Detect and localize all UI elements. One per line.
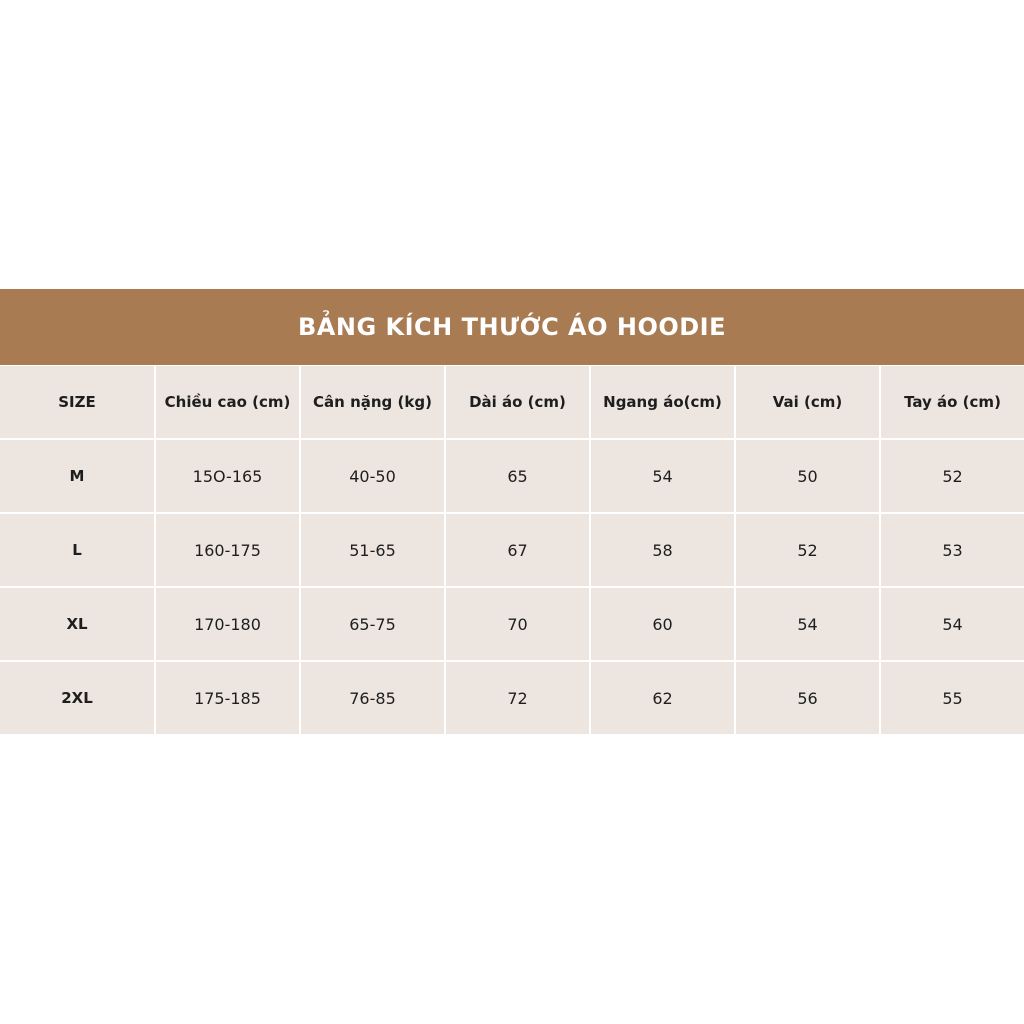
table-row <box>0 514 1024 588</box>
width-cell: 60 <box>591 588 736 662</box>
column-header-height: Chiều cao (cm) <box>156 366 301 440</box>
length-cell: 70 <box>446 588 591 662</box>
title-banner <box>0 289 1024 365</box>
chart-title: BẢNG KÍCH THƯỚC ÁO HOODIE <box>298 313 726 341</box>
height-cell: 170-180 <box>156 588 301 662</box>
shoulder-cell: 56 <box>736 662 881 734</box>
sleeve-cell: 52 <box>881 440 1024 514</box>
length-cell: 65 <box>446 440 591 514</box>
header-row <box>0 366 1024 440</box>
width-cell: 62 <box>591 662 736 734</box>
height-cell: 15O-165 <box>156 440 301 514</box>
size-cell: M <box>0 440 156 514</box>
width-cell: 58 <box>591 514 736 588</box>
sleeve-cell: 53 <box>881 514 1024 588</box>
column-header-size: SIZE <box>0 366 156 440</box>
column-header-shoulder: Vai (cm) <box>736 366 881 440</box>
weight-cell: 51-65 <box>301 514 446 588</box>
weight-cell: 65-75 <box>301 588 446 662</box>
column-header-sleeve: Tay áo (cm) <box>881 366 1024 440</box>
size-cell: XL <box>0 588 156 662</box>
table-row <box>0 588 1024 662</box>
size-cell: L <box>0 514 156 588</box>
width-cell: 54 <box>591 440 736 514</box>
weight-cell: 40-50 <box>301 440 446 514</box>
sleeve-cell: 54 <box>881 588 1024 662</box>
shoulder-cell: 52 <box>736 514 881 588</box>
height-cell: 160-175 <box>156 514 301 588</box>
column-header-length: Dài áo (cm) <box>446 366 591 440</box>
length-cell: 67 <box>446 514 591 588</box>
column-header-width: Ngang áo(cm) <box>591 366 736 440</box>
shoulder-cell: 54 <box>736 588 881 662</box>
size-table <box>0 366 1024 734</box>
shoulder-cell: 50 <box>736 440 881 514</box>
weight-cell: 76-85 <box>301 662 446 734</box>
column-header-weight: Cân nặng (kg) <box>301 366 446 440</box>
sleeve-cell: 55 <box>881 662 1024 734</box>
length-cell: 72 <box>446 662 591 734</box>
table-row <box>0 662 1024 734</box>
height-cell: 175-185 <box>156 662 301 734</box>
table-row <box>0 440 1024 514</box>
size-cell: 2XL <box>0 662 156 734</box>
